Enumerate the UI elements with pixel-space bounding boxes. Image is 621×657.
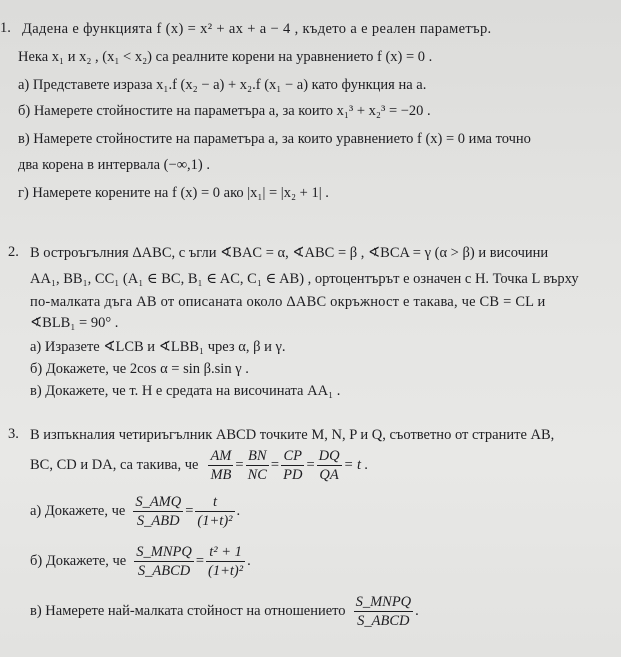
ratio-bn-nc: $\frac{BN}{NC}$ [247,447,267,483]
p1-line-1: Дадена е функцията f (x) = x² + ax + a − 4 , където a е реален параметър. [22,21,492,37]
p2-line-2: AA₁, BB₁, CC₁ (A₁ ∈ BC, B₁ ∈ AC, C₁ ∈ AB) , ортоцентърът е означен с H. Точка L върху [30,271,579,287]
ratio-am-mb: $\frac{AM}{MB}$ [210,447,232,483]
p3-item-a-text: а) Докажете, че [30,503,126,519]
problem-3-number: 3. [8,426,19,442]
ratio-eq-t: = t . [343,457,369,473]
p2-item-c: в) Докажете, че т. H е средата на височината AA₁ . [30,383,341,399]
p1-item-a: а) Представете израза x₁.f (x₂ − a) + x₂.f (x₁ − a) като функция на a. [18,77,427,93]
problem-1-number: 1. [0,20,11,36]
ratio-dq-qa: $\frac{DQ}{QA}$ [318,447,340,483]
p3-line-2-text: BC, CD и DA, са такива, че [30,457,199,473]
formula-a-lhs: $\frac{\text{S\_AMQ}}{\text{S\_ABD}}$ [135,493,182,529]
p3-item-a: а) Докажете, че $\frac{\text{S\_AMQ}}{\text{S\_ABD}}$ = $\frac{t}{\text{(1+t)²}}$ . [30,493,241,529]
ratio-cp-pd: $\frac{CP}{PD}$ [283,447,303,483]
p1-item-d: г) Намерете корените на f (x) = 0 ако |x₁| = |x₂ + 1| . [18,185,329,201]
p2-line-4: ∢BLB₁ = 90° . [30,315,119,331]
formula-b-rhs: $\frac{\text{t² + 1}}{\text{(1+t)²}}$ [208,543,244,579]
p2-item-b: б) Докажете, че 2cos α = sin β.sin γ . [30,361,249,377]
p3-line-1: В изпъкналия четириъгълник ABCD точките M, N, P и Q, съответно от страните AB, [30,427,555,443]
p3-item-c: в) Намерете най-малката стойност на отношението $\frac{\text{S\_MNPQ}}{\text{S\_ABCD}}$ . [30,593,419,629]
formula-a-rhs: $\frac{t}{\text{(1+t)²}}$ [197,493,233,529]
formula-b-lhs: $\frac{\text{S\_MNPQ}}{\text{S\_ABCD}}$ [136,543,192,579]
p1-item-c: в) Намерете стойностите на параметъра a, за които уравнението f (x) = 0 има точно [18,131,531,147]
p1-line-2: Нека x₁ и x₂ , (x₁ < x₂) са реалните корени на уравнението f (x) = 0 . [18,49,433,65]
p2-item-a: а) Изразете ∢LCB и ∢LBB₁ чрез α, β и γ. [30,339,286,355]
p3-line-2: BC, CD и DA, са такива, че $\frac{AM}{MB}$ = $\frac{BN}{NC}$ = $\frac{CP}{PD}$ = $\frac{DQ}{QA}$ = t . [30,447,369,483]
p2-line-1: В остроъгълния ΔABC, с ъгли ∢BAC = α, ∢ABC = β , ∢BCA = γ (α > β) и височини [30,245,549,261]
p3-item-b-text: б) Докажете, че [30,553,127,569]
p3-item-c-text: в) Намерете най-малката стойност на отношението [30,603,346,619]
p1-item-c-cont: два корена в интервала (−∞,1) . [18,157,210,173]
problem-2-number: 2. [8,244,19,260]
p2-line-3: по-малката дъга AB от описаната около ΔABC окръжност е такава, че CB = CL и [30,294,546,310]
formula-c-frac: $\frac{\text{S\_MNPQ}}{\text{S\_ABCD}}$ [355,593,412,629]
p1-item-b: б) Намерете стойностите на параметъра a, за които x₁³ + x₂³ = −20 . [18,103,431,119]
p3-item-b: б) Докажете, че $\frac{\text{S\_MNPQ}}{\text{S\_ABCD}}$ = $\frac{\text{t² + 1}}{\text{(1+t)²}}$ . [30,543,251,579]
